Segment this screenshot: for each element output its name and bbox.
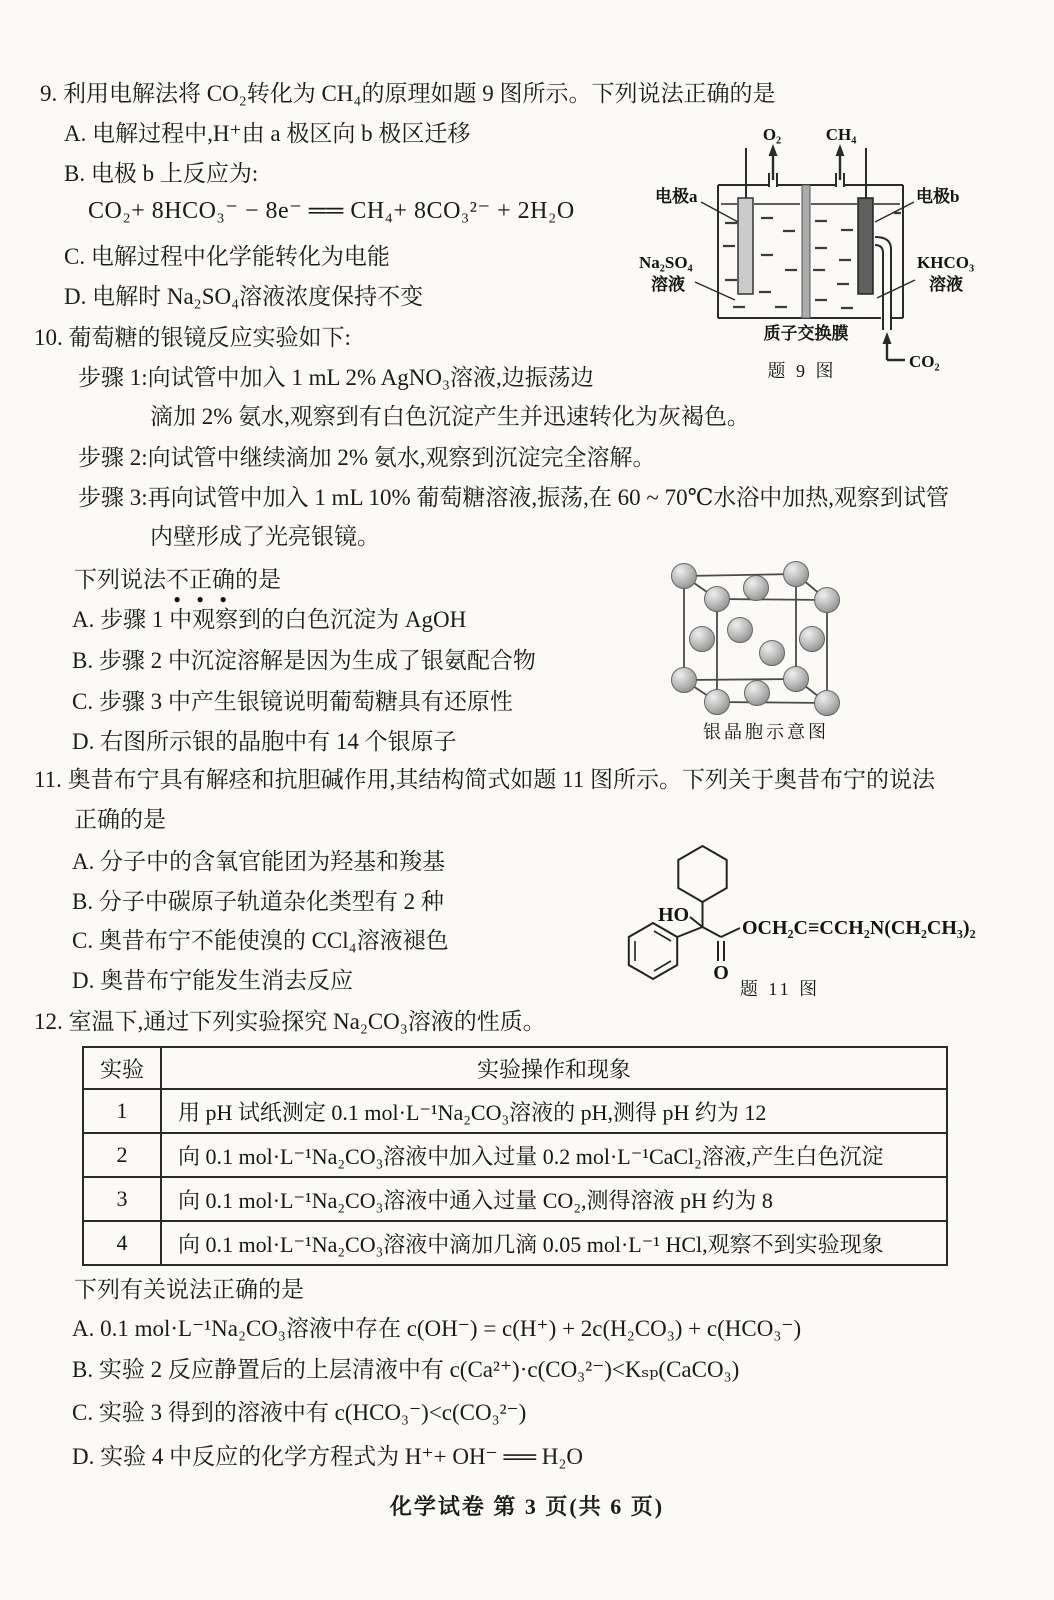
- q12-experiment-table: [82, 1046, 948, 1266]
- co2-arrow-icon: [883, 332, 892, 344]
- table-cell-exp-no: 3: [83, 1177, 161, 1221]
- q11-option-d: D. 奥昔布宁能发生消去反应: [72, 968, 354, 993]
- carbonyl-o-label: O: [713, 962, 729, 984]
- table-cell-exp-no: 1: [83, 1089, 161, 1133]
- solution-left-label-1: Na₂SO₄: [639, 253, 693, 272]
- table-row: [83, 1133, 947, 1177]
- solution-right-label-2: 溶液: [929, 275, 963, 294]
- electrode-a-label: 电极a: [655, 187, 698, 206]
- benzene-ring: [629, 923, 677, 979]
- table-cell-operation: 向 0.1 mol·L⁻¹Na₂CO₃溶液中滴加几滴 0.05 mol·L⁻¹ HCl,观察不到实验现象: [161, 1221, 947, 1265]
- q12-option-c: C. 实验 3 得到的溶液中有 c(HCO₃⁻)<c(CO₃²⁻): [72, 1400, 527, 1425]
- table-cell-exp-no: 2: [83, 1133, 161, 1177]
- q10-option-d: D. 右图所示银的晶胞中有 14 个银原子: [72, 729, 457, 754]
- q11-oxybutynin-structure-diagram: [590, 820, 1030, 1000]
- q10-option-b: B. 步骤 2 中沉淀溶解是因为生成了银氨配合物: [72, 648, 536, 673]
- q10-prompt-emphasis: 不正确: [166, 567, 235, 592]
- table-cell-operation: 用 pH 试纸测定 0.1 mol·L⁻¹Na₂CO₃溶液的 pH,测得 pH 约为 12: [161, 1089, 947, 1133]
- gas-left-label: O₂: [762, 125, 782, 144]
- table-row: [83, 1221, 947, 1265]
- proton-exchange-membrane-shape: [802, 185, 810, 318]
- ch4-arrow-icon: [836, 144, 845, 156]
- page-footer: 化学试卷 第 3 页(共 6 页): [389, 1494, 665, 1519]
- electrode-a-shape: [738, 198, 753, 294]
- benzene-double-bonds: [635, 931, 671, 971]
- gas-right-label: CH₄: [825, 125, 857, 144]
- o2-arrow-icon: [769, 144, 778, 156]
- table-header-operation: 实验操作和现象: [161, 1047, 947, 1089]
- electrode-b-shape: [858, 198, 873, 294]
- table-cell-exp-no: 4: [83, 1221, 161, 1265]
- cyclohexane-ring: [678, 846, 726, 902]
- q10-stem: 10. 葡萄糖的银镜反应实验如下:: [34, 325, 351, 350]
- q12-prompt: 下列有关说法正确的是: [74, 1277, 304, 1302]
- q11-option-b: B. 分子中碳原子轨道杂化类型有 2 种: [72, 889, 444, 914]
- q10-step2: 步骤 2:向试管中继续滴加 2% 氨水,观察到沉淀完全溶解。: [78, 445, 656, 470]
- q11-figure-caption: 题 11 图: [739, 979, 821, 999]
- q10-step1-line2: 滴加 2% 氨水,观察到有白色沉淀产生并迅速转化为灰褐色。: [150, 404, 750, 429]
- q9-option-c: C. 电解过程中化学能转化为电能: [64, 244, 390, 269]
- q9-option-a: A. 电解过程中,H⁺由 a 极区向 b 极区迁移: [64, 121, 471, 146]
- q10-step3-line2: 内壁形成了光亮银镜。: [150, 524, 380, 549]
- q12-option-d: D. 实验 4 中反应的化学方程式为 H⁺+ OH⁻ ══ H₂O: [72, 1444, 584, 1469]
- carbonyl-double-bond: [718, 941, 724, 961]
- co2-inlet-tube: [875, 237, 891, 330]
- table-cell-operation: 向 0.1 mol·L⁻¹Na₂CO₃溶液中加入过量 0.2 mol·L⁻¹CaCl₂溶液,产生白色沉淀: [161, 1133, 947, 1177]
- q11-option-c: C. 奥昔布宁不能使溴的 CCl₄溶液褪色: [72, 928, 449, 953]
- q10-step3-line1: 步骤 3:再向试管中加入 1 mL 10% 葡萄糖溶液,振荡,在 60 ~ 70℃水浴中加热,观察到试管: [78, 485, 950, 510]
- q9-option-d: D. 电解时 Na₂SO₄溶液浓度保持不变: [64, 284, 424, 309]
- q11-stem-line1: 11. 奥昔布宁具有解痉和抗胆碱作用,其结构简式如题 11 图所示。下列关于奥昔布宁的说法: [34, 767, 936, 792]
- co2-inlet-label: CO₂: [909, 352, 940, 371]
- side-chain-label: OCH₂C≡CCH₂N(CH₂CH₃)₂: [742, 917, 976, 939]
- q12-option-a: A. 0.1 mol·L⁻¹Na₂CO₃溶液中存在 c(OH⁻) = c(H⁺) + 2c(H₂CO₃) + c(HCO₃⁻): [72, 1316, 802, 1341]
- table-cell-operation: 向 0.1 mol·L⁻¹Na₂CO₃溶液中通入过量 CO₂,测得溶液 pH 约为 8: [161, 1177, 947, 1221]
- q10-prompt: [74, 566, 281, 606]
- q9-figure-caption: 题 9 图: [767, 361, 837, 381]
- electrode-b-label: 电极b: [916, 187, 960, 206]
- membrane-label: 质子交换膜: [763, 324, 849, 343]
- q9-electrolysis-diagram: [625, 118, 1040, 383]
- q10-step1-line1: 步骤 1:向试管中加入 1 mL 2% AgNO₃溶液,边振荡边: [78, 365, 594, 390]
- q9-equation: CO₂+ 8HCO₃⁻ − 8e⁻ ══ CH₄+ 8CO₃²⁻ + 2H₂O: [88, 198, 575, 224]
- q10-option-c: C. 步骤 3 中产生银镜说明葡萄糖具有还原性: [72, 689, 513, 714]
- q10-prompt-prefix: 下列说法: [74, 567, 166, 592]
- q10-silver-unit-cell-diagram: [655, 548, 885, 748]
- table-header-experiment: 实验: [83, 1047, 161, 1089]
- solution-right-label-1: KHCO₃: [917, 253, 975, 272]
- q9-stem: 9. 利用电解法将 CO₂转化为 CH₄的原理如题 9 图所示。下列说法正确的是: [40, 81, 776, 106]
- q9-option-b: B. 电极 b 上反应为:: [64, 161, 259, 186]
- table-row: [83, 1177, 947, 1221]
- q12-option-b: B. 实验 2 反应静置后的上层清液中有 c(Ca²⁺)·c(CO₃²⁻)<Kₛₚ(CaCO₃): [72, 1357, 740, 1382]
- hydroxyl-label: HO: [658, 904, 690, 926]
- q11-stem-line2: 正确的是: [74, 807, 166, 832]
- table-header-row: [83, 1047, 947, 1089]
- q11-option-a: A. 分子中的含氧官能团为羟基和羧基: [72, 849, 446, 874]
- q10-figure-caption: 银晶胞示意图: [703, 722, 829, 742]
- q12-stem: 12. 室温下,通过下列实验探究 Na₂CO₃溶液的性质。: [34, 1009, 546, 1034]
- q10-prompt-suffix: 的是: [235, 567, 281, 592]
- q10-option-a: A. 步骤 1 中观察到的白色沉淀为 AgOH: [72, 607, 467, 632]
- solution-left-label-2: 溶液: [651, 275, 685, 294]
- table-row: [83, 1089, 947, 1133]
